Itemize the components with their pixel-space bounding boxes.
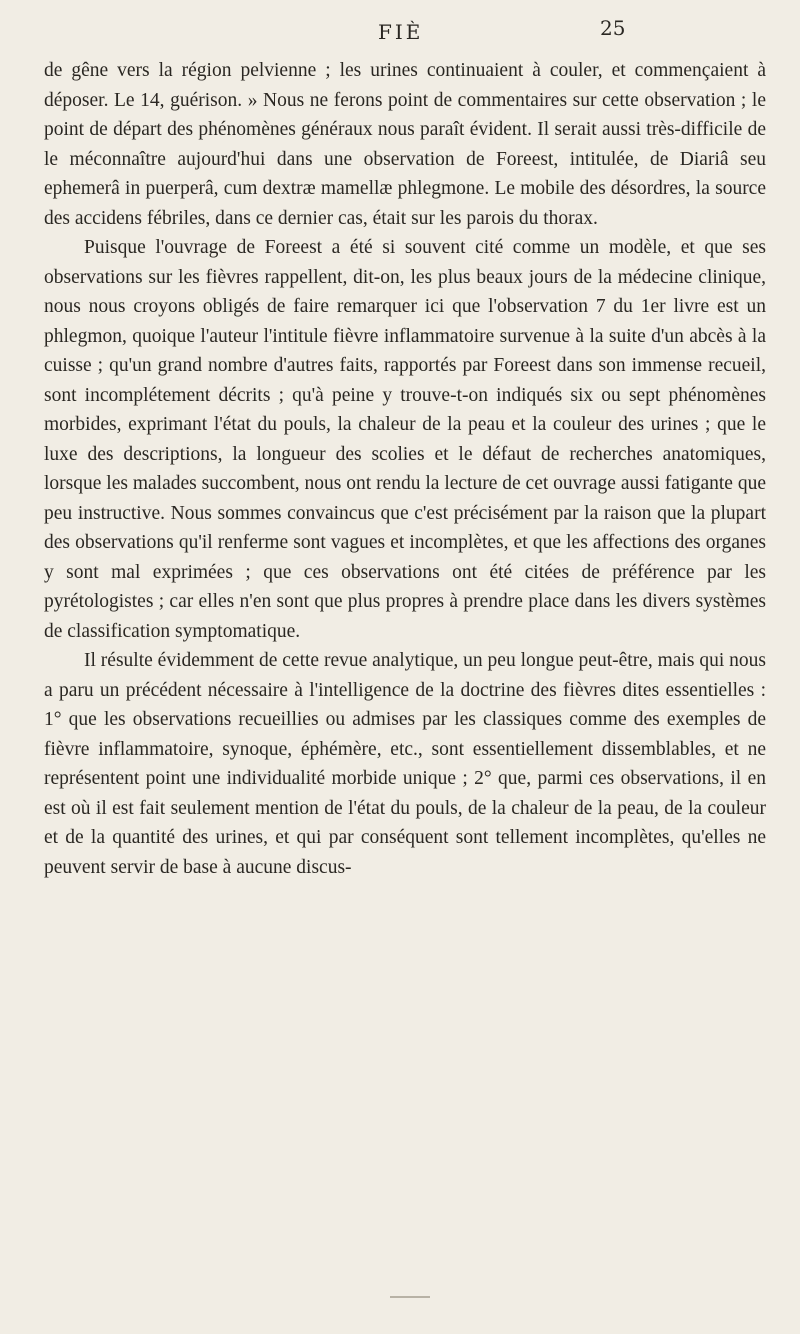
paragraph-2: Puisque l'ouvrage de Foreest a été si souvent cité comme un modèle, et que ses observations sur les fièvres rappellent, dit-on, les plus beaux jours de la médecine clinique, nous nous croyons obligés de faire remarquer ici que l'observation 7 du 1er livre est un phlegmon, quoique l'auteur l'intitule fièvre inflammatoire survenue à la suite d'un abcès à la cuisse ; qu'un grand nombre d'autres faits, rapportés par Foreest dans son immense recueil, sont incomplétement décrits ; qu'à peine y trouve-t-on indiqués six ou sept phénomènes morbides, exprimant l'état du pouls, la chaleur de la peau et la couleur des urines ; que le luxe des descriptions, la longueur des scolies et le défaut de recherches anatomiques, lorsque les malades succombent, nous ont rendu la lecture de cet ouvrage aussi fatigante que peu instructive. Nous sommes convaincus que c'est précisément par la raison que la plupart des observations qu'il renferme sont vagues et incomplètes, et que les affections des organes y sont mal exprimées ; que ces observations ont été citées de préférence par les pyrétologistes ; car elles n'en sont que plus propres à prendre place dans les divers systèmes de classification symptomatique. <box>44 237 766 642</box>
paragraph-1: de gêne vers la région pelvienne ; les urines continuaient à couler, et commençaient à déposer. Le 14, guérison. » Nous ne ferons point de commentaires sur cette observation ; le point de départ des phénomènes généraux nous paraît évident. Il serait aussi très-difficile de le méconnaître aujourd'hui dans une observation de Foreest, intitulée, de Diariâ seu ephemerâ in puerperâ, cum dextræ mamellæ phlegmone. Le mobile des désordres, la source des accidens fébriles, dans ce dernier cas, était sur les parois du thorax. <box>44 60 766 229</box>
page-header <box>0 12 800 48</box>
body-text <box>44 56 766 882</box>
paragraph-3: Il résulte évidemment de cette revue analytique, un peu longue peut-être, mais qui nous a paru un précédent nécessaire à l'intelligence de la doctrine des fièvres dites essentielles : 1° que les observations recueillies ou admises par les classiques comme des exemples de fièvre inflammatoire, synoque, éphémère, etc., sont essentiellement dissemblables, et ne représentent point une individualité morbide unique ; 2° que, parmi ces observations, il en est où il est fait seulement mention de l'état du pouls, de la chaleur de la peau, de la couleur et de la quantité des urines, et qui par conséquent sont tellement incomplètes, qu'elles ne peuvent servir de base à aucune discus- <box>44 650 766 878</box>
running-title: FIÈ <box>378 20 424 44</box>
page-mark <box>390 1296 430 1298</box>
page-number: 25 <box>600 16 626 40</box>
